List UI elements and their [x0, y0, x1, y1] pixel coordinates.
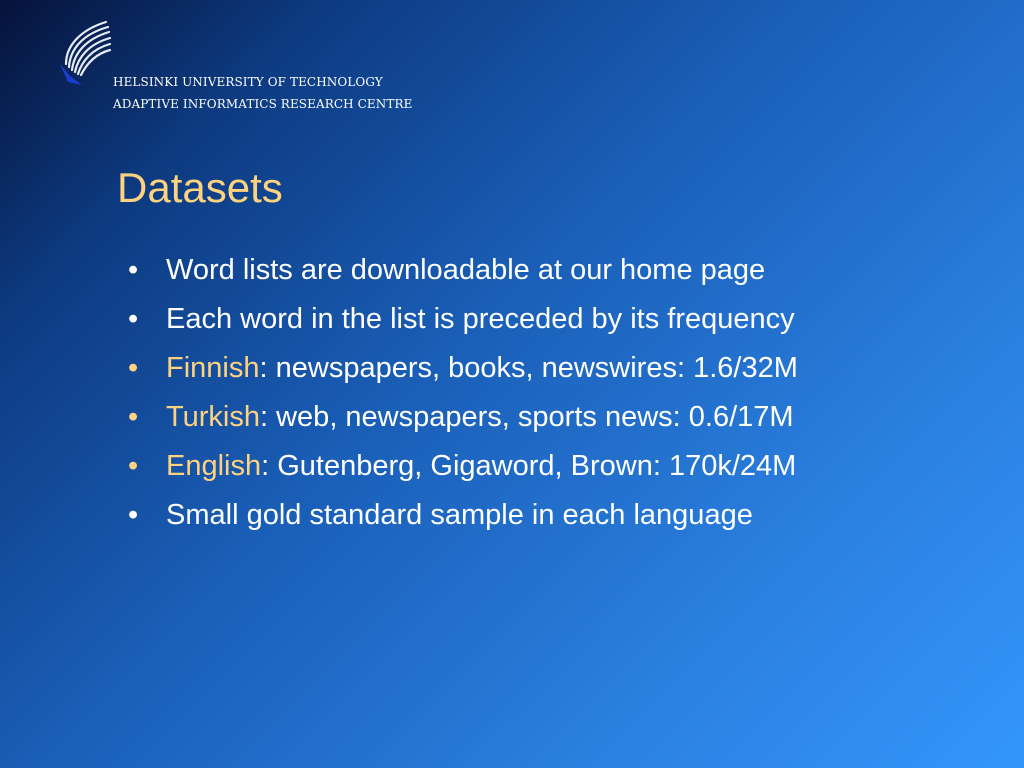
bullet-marker: • [128, 499, 139, 531]
bullet-text: Each word in the list is preceded by its frequency [166, 303, 795, 335]
bullet-highlight: English [166, 450, 262, 482]
bullet-item [128, 491, 798, 540]
bullet-item [128, 393, 798, 442]
research-centre-name: ADAPTIVE INFORMATICS RESEARCH CENTRE [113, 97, 413, 111]
university-logo-icon [56, 16, 112, 86]
bullet-marker: • [128, 450, 139, 482]
bullet-text: : Gutenberg, Gigaword, Brown: 170k/24M [261, 450, 797, 482]
bullet-highlight: Turkish [166, 401, 260, 433]
bullet-item [128, 442, 798, 491]
bullet-text: Word lists are downloadable at our home page [166, 254, 766, 286]
institution-name: HELSINKI UNIVERSITY OF TECHNOLOGY [113, 75, 383, 89]
slide-title: Datasets [117, 164, 283, 211]
bullet-marker: • [128, 303, 139, 335]
bullet-item [128, 246, 798, 295]
institution-header [113, 71, 413, 115]
bullet-highlight: Finnish [166, 352, 260, 384]
bullet-marker: • [128, 401, 139, 433]
bullet-text: Small gold standard sample in each language [166, 499, 753, 531]
bullet-item [128, 295, 798, 344]
bullet-marker: • [128, 352, 139, 384]
bullet-text: : web, newspapers, sports news: 0.6/17M [260, 401, 794, 433]
bullet-list [128, 246, 798, 540]
bullet-text: : newspapers, books, newswires: 1.6/32M [259, 352, 798, 384]
bullet-marker: • [128, 254, 139, 286]
bullet-item [128, 344, 798, 393]
